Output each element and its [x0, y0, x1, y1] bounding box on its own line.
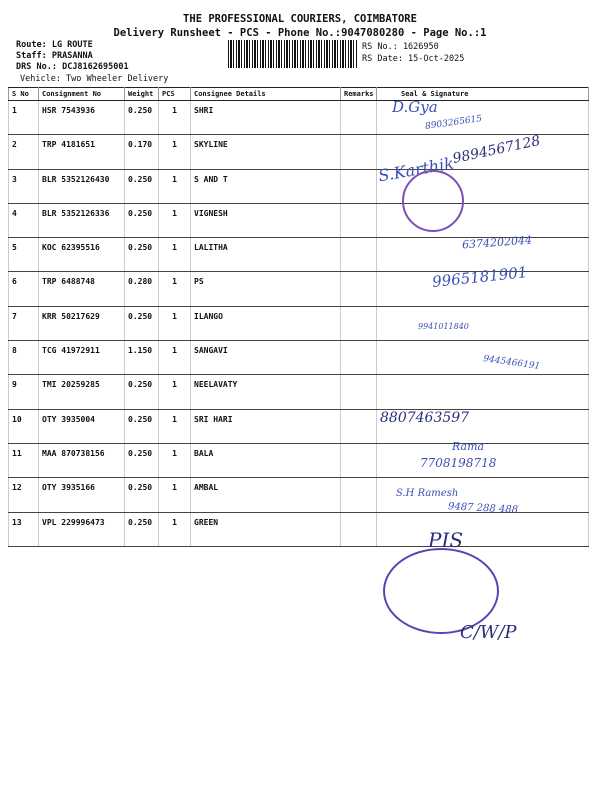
row-consignment-no: VPL 229996473: [39, 512, 125, 546]
row-pcs: 1: [159, 203, 191, 237]
row-pcs: 1: [159, 169, 191, 203]
row-signature: [377, 132, 589, 169]
col-pcs: PCS: [159, 88, 191, 101]
signature-row-10: S.H Ramesh: [396, 488, 459, 499]
row-sno: 7: [9, 306, 39, 340]
phone-row-9: 7708198718: [420, 456, 497, 470]
row-pcs: 1: [159, 101, 191, 135]
phone-row-2: 9894567128: [451, 132, 542, 168]
route-label: Route: LG ROUTE: [16, 40, 93, 50]
row-signature: [377, 203, 589, 237]
row-consignment-no: TCG 41972911: [39, 341, 125, 375]
phone-row-1: 8903265615: [424, 114, 483, 132]
row-consignee: NEELAVATY: [191, 375, 341, 409]
phone-row-5: 9965181901: [431, 263, 529, 291]
row-sno: 13: [9, 512, 39, 546]
table-row: [9, 409, 589, 443]
row-remarks: [341, 306, 377, 340]
table-row: [9, 203, 589, 237]
company-title: THE PROFESSIONAL COURIERS, COIMBATORE: [183, 13, 417, 25]
col-signature: Seal & Signature: [377, 88, 589, 101]
row-signature: [377, 512, 589, 546]
row-consignee: LALITHA: [191, 238, 341, 272]
row-remarks: [341, 478, 377, 512]
row-sno: 1: [9, 101, 39, 135]
row-consignee: GREEN: [191, 512, 341, 546]
row-pcs: 1: [159, 306, 191, 340]
row-pcs: 1: [159, 443, 191, 477]
row-consignment-no: TRP 4181651: [39, 135, 125, 169]
row-consignment-no: OTY 3935166: [39, 478, 125, 512]
staff-label: Staff:: [16, 51, 47, 61]
row-signature: [377, 375, 589, 409]
row-sno: 11: [9, 443, 39, 477]
phone-row-10: 9487 288 488: [447, 501, 519, 516]
row-consignment-no: HSR 7543936: [39, 101, 125, 135]
table-row: [9, 101, 589, 135]
row-remarks: [341, 101, 377, 135]
runsheet-subtitle: Delivery Runsheet - PCS - Phone No.:9047080280 - Page No.:1: [113, 27, 487, 39]
table-row: [9, 512, 589, 546]
row-consignee: SKYLINE: [191, 135, 341, 169]
company-seal-icon: [383, 548, 499, 634]
table-row: [9, 443, 589, 477]
row-remarks: [341, 238, 377, 272]
row-weight: 0.250: [125, 238, 159, 272]
row-sno: 3: [9, 169, 39, 203]
row-weight: 0.250: [125, 478, 159, 512]
row-signature: [377, 341, 589, 375]
row-consignment-no: KRR 50217629: [39, 306, 125, 340]
row-signature: [377, 169, 589, 203]
phone-row-6: 9941011840: [418, 322, 469, 331]
row-weight: 0.250: [125, 101, 159, 135]
row-sno: 2: [9, 135, 39, 169]
barcode: [228, 40, 358, 68]
row-signature: [377, 272, 589, 306]
row-consignment-no: MAA 870738156: [39, 443, 125, 477]
row-remarks: [341, 409, 377, 443]
signature-row-11: PIS: [428, 528, 464, 552]
row-consignee: SANGAVI: [191, 341, 341, 375]
phone-row-4: 6374202044: [461, 233, 533, 252]
phone-row-8: 8807463597: [380, 410, 470, 426]
row-weight: 0.170: [125, 135, 159, 169]
row-weight: 1.150: [125, 341, 159, 375]
row-consignee: SHRI: [191, 101, 341, 135]
row-signature: [377, 306, 589, 340]
signature-row-1: D.Gya: [392, 98, 438, 116]
table-row: [9, 341, 589, 375]
signature-row-13: C/W/P: [460, 622, 517, 643]
row-pcs: 1: [159, 512, 191, 546]
row-consignee: S AND T: [191, 169, 341, 203]
row-weight: 0.250: [125, 169, 159, 203]
row-pcs: 1: [159, 135, 191, 169]
row-signature: [377, 478, 589, 512]
row-signature: [377, 238, 589, 272]
row-remarks: [341, 203, 377, 237]
signature-row-2: S.Karthik: [376, 153, 456, 186]
drs-line: [16, 62, 129, 72]
row-remarks: [341, 135, 377, 169]
row-sno: 8: [9, 341, 39, 375]
row-consignment-no: BLR 5352126430: [39, 169, 125, 203]
row-consignment-no: OTY 3935004: [39, 409, 125, 443]
row-sno: 10: [9, 409, 39, 443]
row-sno: 5: [9, 238, 39, 272]
row-signature: [377, 101, 589, 135]
row-pcs: 1: [159, 375, 191, 409]
row-pcs: 1: [159, 341, 191, 375]
signature-row-9: Rama: [452, 440, 485, 453]
row-signature: [377, 409, 589, 443]
table-row: [9, 169, 589, 203]
row-sno: 4: [9, 203, 39, 237]
row-weight: 0.250: [125, 512, 159, 546]
row-remarks: [341, 375, 377, 409]
row-consignee: SRI HARI: [191, 409, 341, 443]
staff-line: [16, 51, 93, 61]
row-pcs: 1: [159, 238, 191, 272]
row-sno: 12: [9, 478, 39, 512]
row-consignment-no: TRP 6488748: [39, 272, 125, 306]
row-consignment-no: TMI 20259285: [39, 375, 125, 409]
runsheet-table: [8, 87, 589, 547]
row-remarks: [341, 443, 377, 477]
row-consignee: PS: [191, 272, 341, 306]
row-remarks: [341, 272, 377, 306]
row-weight: 0.250: [125, 375, 159, 409]
row-remarks: [341, 512, 377, 546]
drs-label: DRS No.:: [16, 62, 57, 72]
row-weight: 0.250: [125, 409, 159, 443]
col-consignee: Consignee Details: [191, 88, 341, 101]
row-signature: [377, 443, 589, 477]
table-row: [9, 375, 589, 409]
col-consignment: Consignment No: [39, 88, 125, 101]
row-remarks: [341, 169, 377, 203]
row-weight: 0.250: [125, 306, 159, 340]
table-row: [9, 478, 589, 512]
col-sno: S No: [9, 88, 39, 101]
table-row: [9, 306, 589, 340]
row-consignee: BALA: [191, 443, 341, 477]
row-remarks: [341, 341, 377, 375]
row-consignee: VIGNESH: [191, 203, 341, 237]
table-row: [9, 272, 589, 306]
row-consignment-no: BLR 5352126336: [39, 203, 125, 237]
row-pcs: 1: [159, 409, 191, 443]
row-pcs: 1: [159, 478, 191, 512]
table-header-row: [9, 88, 589, 101]
table-row: [9, 238, 589, 272]
vehicle-label: Vehicle: Two Wheeler Delivery: [20, 74, 169, 84]
rs-date: RS Date: 15-Oct-2025: [362, 54, 465, 64]
row-weight: 0.250: [125, 203, 159, 237]
col-remarks: Remarks: [341, 88, 377, 101]
phone-row-7: 9445466191: [482, 354, 541, 372]
row-consignment-no: KOC 62395516: [39, 238, 125, 272]
row-sno: 9: [9, 375, 39, 409]
row-weight: 0.280: [125, 272, 159, 306]
drs-number: DCJ8162695001: [62, 62, 129, 72]
col-weight: Weight: [125, 88, 159, 101]
staff-name: PRASANNA: [51, 51, 93, 61]
row-consignee: AMBAL: [191, 478, 341, 512]
rs-number: RS No.: 1626950: [362, 42, 439, 52]
row-weight: 0.250: [125, 443, 159, 477]
table-row: [9, 135, 589, 169]
row-sno: 6: [9, 272, 39, 306]
row-consignee: ILANGO: [191, 306, 341, 340]
row-pcs: 1: [159, 272, 191, 306]
